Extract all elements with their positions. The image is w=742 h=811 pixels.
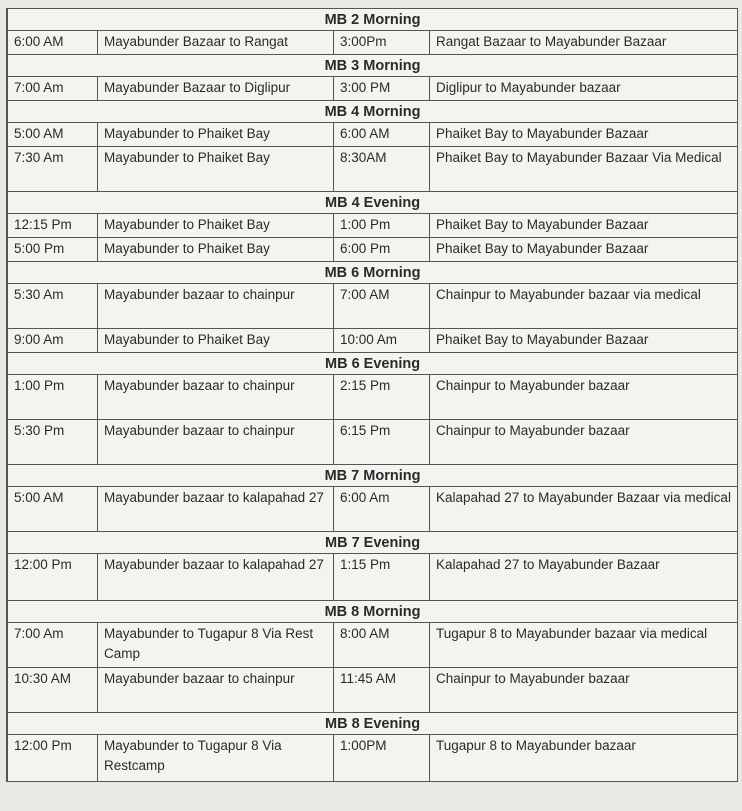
section-title: MB 8 Morning [8,601,738,623]
schedule-row [8,554,738,601]
return-time-cell: 1:15 Pm [334,554,430,601]
section-title: MB 8 Evening [8,713,738,735]
return-route-cell: Diglipur to Mayabunder bazaar [430,77,738,101]
section-title: MB 6 Evening [8,353,738,375]
section-header-row [8,465,738,487]
outbound-route-cell: Mayabunder Bazaar to Diglipur [98,77,334,101]
return-time-cell: 2:15 Pm [334,375,430,420]
departure-time-cell: 12:15 Pm [8,214,98,238]
section-title: MB 7 Morning [8,465,738,487]
return-route-cell: Chainpur to Mayabunder bazaar via medical [430,284,738,329]
return-time-cell: 10:00 Am [334,329,430,353]
section-title: MB 3 Morning [8,55,738,77]
schedule-row [8,238,738,262]
return-time-cell: 8:00 AM [334,623,430,668]
departure-time-cell: 10:30 AM [8,668,98,713]
schedule-row [8,668,738,713]
return-time-cell: 1:00 Pm [334,214,430,238]
schedule-row [8,77,738,101]
outbound-route-cell: Mayabunder bazaar to chainpur [98,375,334,420]
outbound-route-cell: Mayabunder to Tugapur 8 Via Rest Camp [98,623,334,668]
section-header-row [8,353,738,375]
return-route-cell: Kalapahad 27 to Mayabunder Bazaar [430,554,738,601]
outbound-route-cell: Mayabunder bazaar to chainpur [98,284,334,329]
return-route-cell: Phaiket Bay to Mayabunder Bazaar [430,214,738,238]
outbound-route-cell: Mayabunder bazaar to kalapahad 27 [98,554,334,601]
outbound-route-cell: Mayabunder to Tugapur 8 Via Restcamp [98,735,334,782]
departure-time-cell: 1:00 Pm [8,375,98,420]
return-time-cell: 1:00PM [334,735,430,782]
return-route-cell: Kalapahad 27 to Mayabunder Bazaar via medical [430,487,738,532]
return-time-cell: 6:15 Pm [334,420,430,465]
section-title: MB 4 Evening [8,192,738,214]
departure-time-cell: 9:00 Am [8,329,98,353]
section-header-row [8,101,738,123]
section-header-row [8,532,738,554]
section-title: MB 2 Morning [8,9,738,31]
section-header-row [8,601,738,623]
schedule-row [8,375,738,420]
return-time-cell: 3:00Pm [334,31,430,55]
bus-timetable-sheet [6,8,738,782]
departure-time-cell: 5:00 Pm [8,238,98,262]
outbound-route-cell: Mayabunder bazaar to chainpur [98,420,334,465]
section-title: MB 4 Morning [8,101,738,123]
section-header-row [8,55,738,77]
return-time-cell: 7:00 AM [334,284,430,329]
section-title: MB 6 Morning [8,262,738,284]
outbound-route-cell: Mayabunder to Phaiket Bay [98,123,334,147]
departure-time-cell: 7:30 Am [8,147,98,192]
departure-time-cell: 7:00 Am [8,77,98,101]
return-time-cell: 6:00 Am [334,487,430,532]
return-route-cell: Tugapur 8 to Mayabunder bazaar via medical [430,623,738,668]
outbound-route-cell: Mayabunder to Phaiket Bay [98,329,334,353]
return-route-cell: Phaiket Bay to Mayabunder Bazaar [430,238,738,262]
return-time-cell: 8:30AM [334,147,430,192]
schedule-row [8,123,738,147]
schedule-row [8,284,738,329]
return-route-cell: Rangat Bazaar to Mayabunder Bazaar [430,31,738,55]
departure-time-cell: 5:00 AM [8,487,98,532]
schedule-row [8,329,738,353]
return-route-cell: Phaiket Bay to Mayabunder Bazaar Via Medical [430,147,738,192]
section-header-row [8,713,738,735]
outbound-route-cell: Mayabunder Bazaar to Rangat [98,31,334,55]
return-route-cell: Tugapur 8 to Mayabunder bazaar [430,735,738,782]
return-route-cell: Chainpur to Mayabunder bazaar [430,420,738,465]
schedule-row [8,214,738,238]
schedule-row [8,623,738,668]
schedule-row [8,31,738,55]
section-header-row [8,9,738,31]
schedule-row [8,420,738,465]
departure-time-cell: 12:00 Pm [8,554,98,601]
outbound-route-cell: Mayabunder to Phaiket Bay [98,238,334,262]
outbound-route-cell: Mayabunder bazaar to kalapahad 27 [98,487,334,532]
timetable [7,8,738,782]
section-title: MB 7 Evening [8,532,738,554]
outbound-route-cell: Mayabunder to Phaiket Bay [98,147,334,192]
schedule-row [8,487,738,532]
departure-time-cell: 7:00 Am [8,623,98,668]
return-time-cell: 6:00 AM [334,123,430,147]
departure-time-cell: 6:00 AM [8,31,98,55]
section-header-row [8,262,738,284]
return-route-cell: Chainpur to Mayabunder bazaar [430,668,738,713]
return-route-cell: Phaiket Bay to Mayabunder Bazaar [430,329,738,353]
return-time-cell: 6:00 Pm [334,238,430,262]
return-route-cell: Phaiket Bay to Mayabunder Bazaar [430,123,738,147]
departure-time-cell: 5:30 Pm [8,420,98,465]
departure-time-cell: 5:30 Am [8,284,98,329]
departure-time-cell: 12:00 Pm [8,735,98,782]
return-route-cell: Chainpur to Mayabunder bazaar [430,375,738,420]
schedule-row [8,147,738,192]
outbound-route-cell: Mayabunder to Phaiket Bay [98,214,334,238]
return-time-cell: 11:45 AM [334,668,430,713]
departure-time-cell: 5:00 AM [8,123,98,147]
outbound-route-cell: Mayabunder bazaar to chainpur [98,668,334,713]
schedule-row [8,735,738,782]
return-time-cell: 3:00 PM [334,77,430,101]
section-header-row [8,192,738,214]
